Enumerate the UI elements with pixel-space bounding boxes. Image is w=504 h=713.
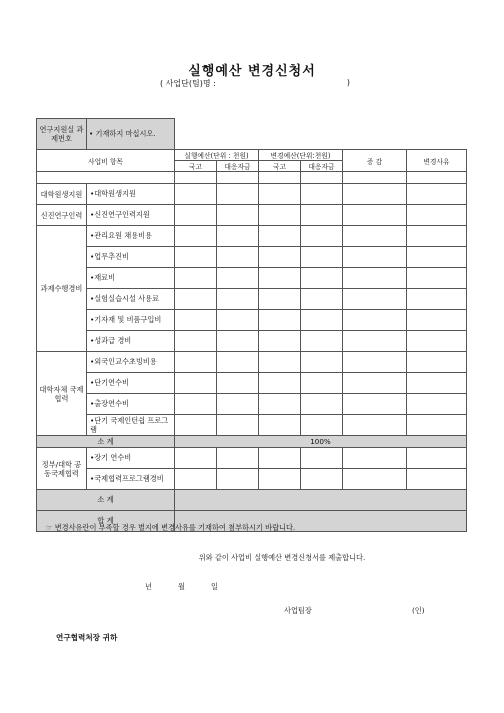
header-gov-after: 국고	[259, 161, 301, 172]
cell-input[interactable]	[301, 310, 343, 331]
budget-change-table	[36, 118, 467, 532]
date-day: 일	[211, 582, 218, 591]
cell-input[interactable]	[301, 352, 343, 373]
item-business-promotion: •업무추진비	[87, 247, 175, 268]
cell-input[interactable]	[175, 394, 217, 415]
item-foreign-professor: •외국인교수초빙비용	[87, 352, 175, 373]
cell-input[interactable]	[407, 352, 467, 373]
group-gov-intl: 정부/대학 공동국제협력	[37, 448, 87, 490]
cell-input[interactable]	[259, 310, 301, 331]
cell-input[interactable]	[301, 394, 343, 415]
cell-input[interactable]	[259, 226, 301, 247]
cell-input[interactable]	[217, 268, 259, 289]
cell-input[interactable]	[407, 415, 467, 436]
cell-input[interactable]	[343, 310, 407, 331]
cell-input[interactable]	[217, 289, 259, 310]
cell-input[interactable]	[407, 205, 467, 226]
cell-input[interactable]	[217, 226, 259, 247]
cell-input[interactable]	[301, 247, 343, 268]
cell-input[interactable]	[259, 268, 301, 289]
cell-input[interactable]	[301, 331, 343, 352]
cell-input[interactable]	[343, 373, 407, 394]
header-reason: 변경사유	[407, 150, 467, 172]
cell-input[interactable]	[217, 247, 259, 268]
header-increase: 증 감	[343, 150, 407, 172]
cell-input[interactable]	[217, 184, 259, 205]
seal-mark: (인)	[412, 606, 425, 615]
item-long-training: •장기 연수비	[87, 448, 175, 469]
cell-input[interactable]	[217, 448, 259, 469]
cell-input[interactable]	[301, 448, 343, 469]
subtotal-percent: 100%	[175, 436, 467, 448]
cell-input[interactable]	[175, 247, 217, 268]
note-text: ☞ 변경사유란이 부족할 경우 별지에 변경사유를 기재하여 첨부하시기 바랍니다.	[46, 523, 296, 532]
cell-input[interactable]	[175, 268, 217, 289]
item-admin-staff: •관리요원 채용비용	[87, 226, 175, 247]
header-budget-after: 변경예산(단위:천원)	[259, 150, 343, 161]
cell-input[interactable]	[343, 247, 407, 268]
group-new-researcher: 신진연구인력	[37, 205, 87, 226]
cell-input[interactable]	[301, 373, 343, 394]
cell-input[interactable]	[259, 394, 301, 415]
form-title: 실행예산 변경신청서	[188, 64, 316, 79]
cell-input[interactable]	[407, 247, 467, 268]
item-materials: •재료비	[87, 268, 175, 289]
cell-input[interactable]	[343, 205, 407, 226]
cell-input[interactable]	[343, 352, 407, 373]
cell-input[interactable]	[175, 331, 217, 352]
cell-input[interactable]	[301, 226, 343, 247]
cell-input[interactable]	[343, 226, 407, 247]
cell-input[interactable]	[175, 205, 217, 226]
cell-input[interactable]	[175, 352, 217, 373]
research-number-label: 연구지원실 과제번호	[37, 119, 87, 150]
cell-input[interactable]	[259, 373, 301, 394]
cell-input[interactable]	[259, 289, 301, 310]
item-new-researcher: •신진연구인력지원	[87, 205, 175, 226]
cell-input[interactable]	[259, 247, 301, 268]
cell-input[interactable]	[407, 310, 467, 331]
cell-input[interactable]	[343, 469, 407, 490]
cell-input[interactable]	[343, 289, 407, 310]
header-matching-after: 대응자금	[301, 161, 343, 172]
cell-input[interactable]	[343, 415, 407, 436]
item-intern-program: •단기 국제인턴쉽 프로그램	[87, 415, 175, 436]
cell-input[interactable]	[259, 469, 301, 490]
cell-input[interactable]	[407, 469, 467, 490]
item-short-training: •단기연수비	[87, 373, 175, 394]
blank-area	[175, 119, 467, 150]
cell-input[interactable]	[343, 331, 407, 352]
cell-input[interactable]	[407, 448, 467, 469]
cell-input[interactable]	[407, 331, 467, 352]
cell-input[interactable]	[407, 289, 467, 310]
cell-input[interactable]	[301, 289, 343, 310]
cell-input[interactable]	[175, 415, 217, 436]
cell-input[interactable]	[301, 469, 343, 490]
signer-label: 사업팀장	[284, 606, 312, 615]
cell-input[interactable]	[217, 373, 259, 394]
item-business-trip: •출장연수비	[87, 394, 175, 415]
cell-input[interactable]	[175, 448, 217, 469]
header-gov-before: 국고	[175, 161, 217, 172]
group-grad: 대학원생지원	[37, 184, 87, 205]
research-number-note: • 기재하지 마십시오.	[87, 119, 175, 150]
date-year: 년	[145, 582, 152, 591]
group-intl-cooperation: 대학자체 국제협력	[37, 352, 87, 436]
cell-input[interactable]	[301, 205, 343, 226]
cell-input[interactable]	[301, 415, 343, 436]
cell-input[interactable]	[343, 268, 407, 289]
cell-input[interactable]	[259, 331, 301, 352]
sum-value[interactable]	[175, 490, 467, 511]
cell-input[interactable]	[175, 310, 217, 331]
header-budget-before: 실행예산(단위 : 천원)	[175, 150, 259, 161]
item-intl-program: •국제협력프로그램경비	[87, 469, 175, 490]
cell-input[interactable]	[259, 448, 301, 469]
cell-input[interactable]	[343, 184, 407, 205]
cell-input[interactable]	[217, 415, 259, 436]
cell-input[interactable]	[259, 352, 301, 373]
cell-input[interactable]	[175, 184, 217, 205]
sum-label: 소 계	[37, 490, 175, 511]
header-matching-before: 대응자금	[217, 161, 259, 172]
item-equipment: •기자재 및 비품구입비	[87, 310, 175, 331]
cell-input[interactable]	[343, 448, 407, 469]
date-month: 월	[178, 582, 185, 591]
group-task-expense: 과제수행경비	[37, 226, 87, 352]
cell-input[interactable]	[259, 205, 301, 226]
cell-input[interactable]	[407, 184, 467, 205]
cell-input[interactable]	[259, 415, 301, 436]
cell-input[interactable]	[217, 394, 259, 415]
item-performance-bonus: •성과급 경비	[87, 331, 175, 352]
cell-input[interactable]	[217, 310, 259, 331]
cell-input[interactable]	[175, 226, 217, 247]
addressee: 연구협력처장 귀하	[56, 633, 118, 642]
statement-text: 위와 같이 사업비 실행예산 변경신청서를 제출합니다.	[198, 553, 366, 562]
cell-input[interactable]	[217, 205, 259, 226]
cell-input[interactable]	[301, 184, 343, 205]
cell-input[interactable]	[259, 184, 301, 205]
team-name-label: ( 사업단(팀)명 :	[160, 79, 216, 88]
cell-input[interactable]	[175, 289, 217, 310]
cell-input[interactable]	[175, 469, 217, 490]
cell-input[interactable]	[407, 394, 467, 415]
cell-input[interactable]	[175, 373, 217, 394]
team-name-close: )	[346, 78, 350, 87]
cell-input[interactable]	[217, 331, 259, 352]
cell-input[interactable]	[407, 268, 467, 289]
cell-input[interactable]	[343, 394, 407, 415]
subtotal-label: 소 계	[37, 436, 175, 448]
total-label: 합 계	[37, 511, 175, 532]
item-grad-support: •대학원생지원	[87, 184, 175, 205]
item-lab-facility: •실험실습시설 사용료	[87, 289, 175, 310]
team-name-line	[160, 78, 350, 89]
cell-input[interactable]	[407, 373, 467, 394]
cell-input[interactable]	[217, 469, 259, 490]
cell-input[interactable]	[407, 226, 467, 247]
cell-input[interactable]	[301, 268, 343, 289]
header-item: 사업비 항목	[37, 150, 175, 172]
cell-input[interactable]	[217, 352, 259, 373]
